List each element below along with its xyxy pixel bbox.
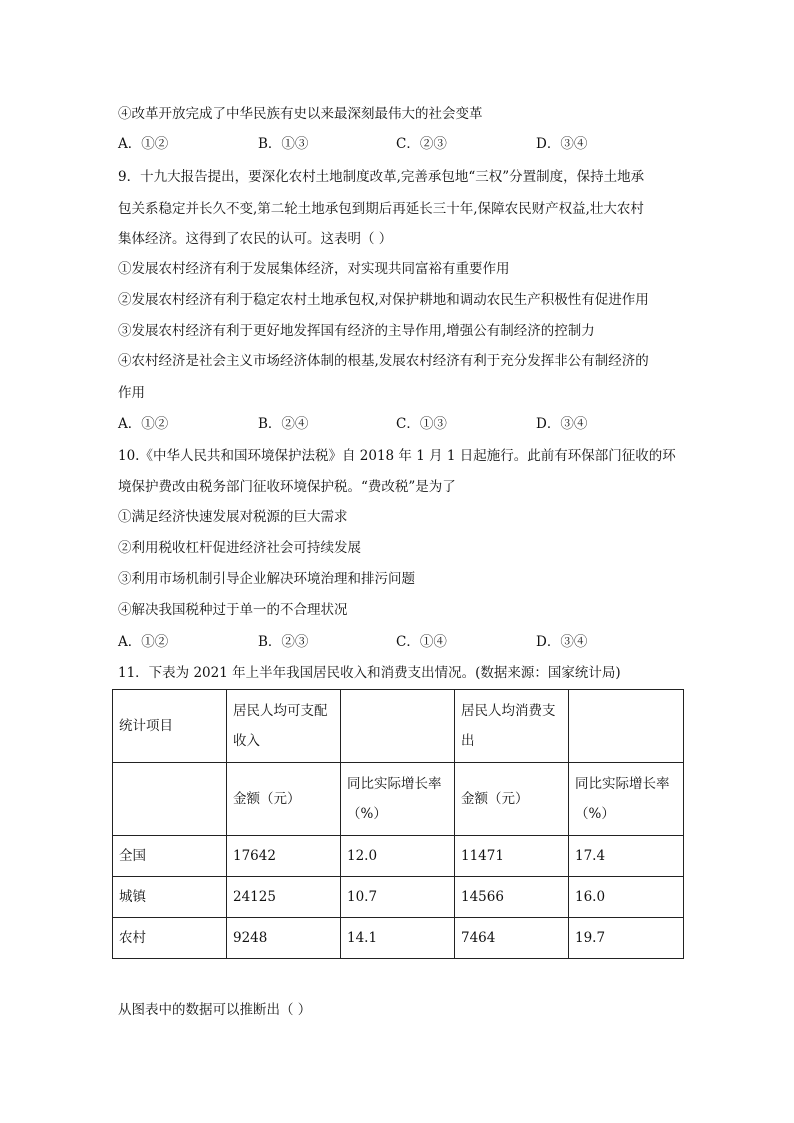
q10-option-d[interactable]: D．③④ <box>536 634 588 650</box>
q10-statement-3: ③利用市场机制引导企业解决环境治理和排污问题 <box>118 571 415 587</box>
q9-statement-4-line-2: 作用 <box>118 385 145 401</box>
table-header-cell: 金额（元） <box>455 763 569 836</box>
table-cell: 全国 <box>113 836 227 877</box>
q10-stem-line-2: 境保护费改由税务部门征收环境保护税。“费改税”是为了 <box>118 479 456 495</box>
income-consumption-table <box>112 689 684 959</box>
q10-option-b[interactable]: B．②③ <box>258 634 309 650</box>
q10-statement-2: ②利用税收杠杆促进经济社会可持续发展 <box>118 540 361 556</box>
table-header-cell: 统计项目 <box>113 690 227 763</box>
table-header-cell: 同比实际增长率（%） <box>569 763 684 836</box>
table-cell: 9248 <box>227 918 341 959</box>
q10-option-c[interactable]: C．①④ <box>396 634 447 650</box>
table-header-cell: 居民人均消费支出 <box>455 690 569 763</box>
table-cell: 17642 <box>227 836 341 877</box>
table-cell: 24125 <box>227 877 341 918</box>
q8-option-b[interactable]: B．①③ <box>258 136 309 152</box>
q10-option-a[interactable]: A．①② <box>118 634 169 650</box>
table-cell: 16.0 <box>569 877 684 918</box>
q8-option-a[interactable]: A．①② <box>118 136 169 152</box>
table-header-cell: 居民人均可支配收入 <box>227 690 341 763</box>
table-row <box>113 877 684 918</box>
table-header-row-2 <box>113 763 684 836</box>
q8-options <box>118 134 678 154</box>
table-cell: 14.1 <box>341 918 455 959</box>
table-row <box>113 918 684 959</box>
table-cell: 农村 <box>113 918 227 959</box>
table-cell: 7464 <box>455 918 569 959</box>
q9-stem-line-1: 9．十九大报告提出，要深化农村土地制度改革,完善承包地“三权”分置制度，保持土地承 <box>118 169 645 185</box>
table-cell: 19.7 <box>569 918 684 959</box>
table-header-cell <box>341 690 455 763</box>
table-cell: 10.7 <box>341 877 455 918</box>
q9-stem-line-3: 集体经济。这得到了农民的认可。这表明（ ） <box>118 231 393 247</box>
q11-stem: 11．下表为 2021 年上半年我国居民收入和消费支出情况。(数据来源：国家统计局) <box>118 665 621 681</box>
q9-option-c[interactable]: C．①③ <box>396 416 447 432</box>
table-header-cell: 金额（元） <box>227 763 341 836</box>
q9-options <box>118 414 678 434</box>
table-cell: 12.0 <box>341 836 455 877</box>
q10-stem-line-1: 10.《中华人民共和国环境保护法税》自 2018 年 1 月 1 日起施行。此前有环保部门征收的环 <box>118 448 676 464</box>
table-cell: 17.4 <box>569 836 684 877</box>
table-cell: 11471 <box>455 836 569 877</box>
table-cell: 14566 <box>455 877 569 918</box>
table-cell: 城镇 <box>113 877 227 918</box>
q10-options <box>118 632 678 652</box>
q9-option-a[interactable]: A．①② <box>118 416 169 432</box>
q9-statement-1: ①发展农村经济有利于发展集体经济，对实现共同富裕有重要作用 <box>118 261 510 277</box>
table-header-cell <box>113 763 227 836</box>
q10-statement-1: ①满足经济快速发展对税源的巨大需求 <box>118 509 348 525</box>
q10-statement-4: ④解决我国税种过于单一的不合理状况 <box>118 602 348 618</box>
q8-option-d[interactable]: D．③④ <box>536 136 588 152</box>
q9-option-b[interactable]: B．②④ <box>258 416 309 432</box>
q8-statement-4: ④改革开放完成了中华民族有史以来最深刻最伟大的社会变革 <box>118 106 483 122</box>
q9-statement-2: ②发展农村经济有利于稳定农村土地承包权,对保护耕地和调动农民生产积极性有促进作用 <box>118 292 649 308</box>
q9-option-d[interactable]: D．③④ <box>536 416 588 432</box>
q9-statement-3: ③发展农村经济有利于更好地发挥国有经济的主导作用,增强公有制经济的控制力 <box>118 323 595 339</box>
table-row <box>113 836 684 877</box>
table-header-cell <box>569 690 684 763</box>
q11-followup: 从图表中的数据可以推断出（ ） <box>118 1002 312 1018</box>
q8-option-c[interactable]: C．②③ <box>396 136 447 152</box>
table-header-cell: 同比实际增长率（%） <box>341 763 455 836</box>
table-header-row-1 <box>113 690 684 763</box>
q9-statement-4-line-1: ④农村经济是社会主义市场经济体制的根基,发展农村经济有利于充分发挥非公有制经济的 <box>118 353 649 369</box>
q9-stem-line-2: 包关系稳定并长久不变,第二轮土地承包到期后再延长三十年,保障农民财产权益,壮大农村 <box>118 201 644 217</box>
